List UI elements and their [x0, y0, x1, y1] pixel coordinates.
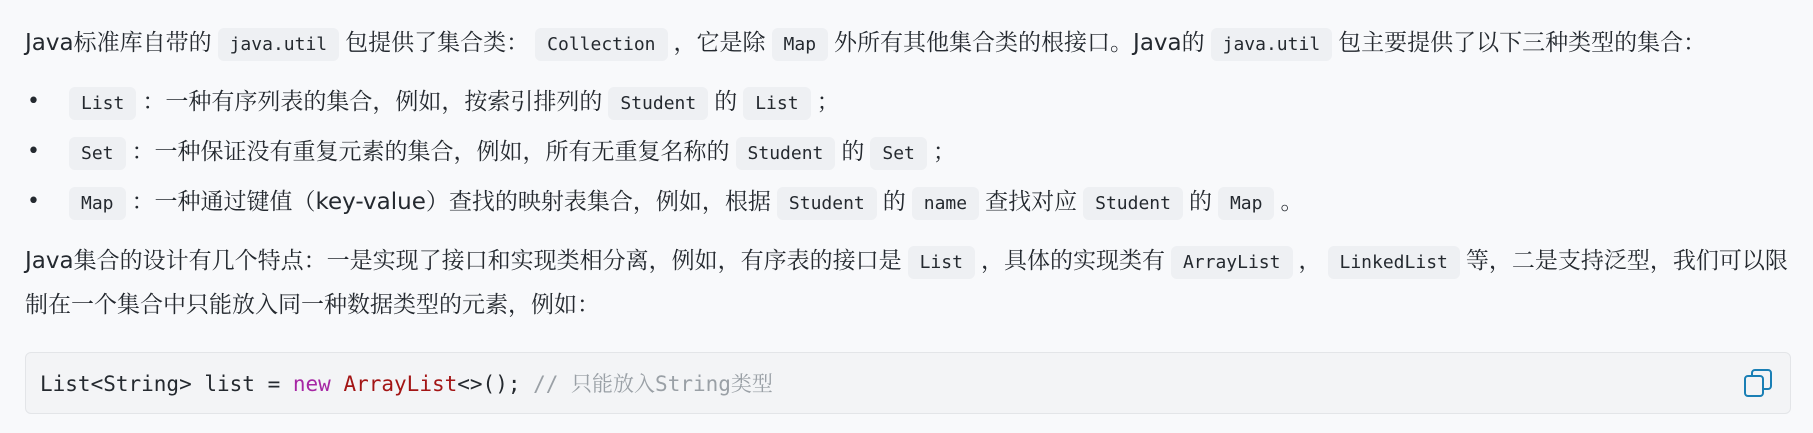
- code-text: <>();: [457, 372, 534, 396]
- text: ，: [1298, 248, 1322, 274]
- bullet: •: [27, 89, 40, 114]
- inline-code: Map: [772, 28, 829, 61]
- collection-type-list: [25, 78, 1788, 228]
- inline-code: List: [743, 87, 810, 120]
- text: Java集合的设计有几个特点：一是实现了接口和实现类相分离，例如，有序表的接口是: [25, 248, 902, 274]
- inline-code: Set: [69, 137, 126, 170]
- text: ：一种通过键值（key-value）查找的映射表集合，例如，根据: [131, 189, 771, 215]
- text: ；: [816, 89, 840, 115]
- intro-paragraph: [25, 18, 1788, 70]
- inline-code: Map: [69, 187, 126, 220]
- text: 的: [882, 189, 906, 215]
- text: ：一种有序列表的集合，例如，按索引排列的: [142, 89, 603, 115]
- code-line: [40, 368, 773, 398]
- inline-code: Student: [736, 137, 836, 170]
- text: ；: [932, 139, 956, 165]
- inline-code: name: [912, 187, 979, 220]
- inline-code: Student: [1083, 187, 1183, 220]
- code-comment: // 只能放入String类型: [533, 372, 773, 396]
- code-keyword: new: [292, 372, 331, 396]
- list-item-list: [25, 78, 1788, 128]
- text: 的: [841, 139, 865, 165]
- code-block[interactable]: [25, 352, 1791, 414]
- copy-button[interactable]: [1742, 367, 1774, 399]
- text: ：一种保证没有重复元素的集合，例如，所有无重复名称的: [131, 139, 730, 165]
- inline-code: Student: [608, 87, 708, 120]
- inline-code: Collection: [535, 28, 667, 61]
- list-item-map: [25, 178, 1788, 228]
- features-paragraph: [25, 240, 1795, 326]
- inline-code: List: [908, 246, 975, 279]
- inline-code: java.util: [218, 28, 340, 61]
- code-text: [331, 372, 344, 396]
- text: 包提供了集合类：: [345, 30, 530, 56]
- text: 的: [714, 89, 738, 115]
- text: 的: [1188, 189, 1212, 215]
- inline-code: java.util: [1211, 28, 1333, 61]
- code-text: List<String> list =: [40, 372, 293, 396]
- inline-code: ArrayList: [1171, 246, 1293, 279]
- copy-icon: [1742, 367, 1774, 399]
- bullet: •: [27, 139, 40, 164]
- inline-code: LinkedList: [1328, 246, 1460, 279]
- bullet: •: [27, 189, 40, 214]
- text: ，具体的实现类有: [980, 248, 1165, 274]
- text: 外所有其他集合类的根接口。Java的: [834, 30, 1205, 56]
- text: Java标准库自带的: [25, 30, 212, 56]
- list-item-set: [25, 128, 1788, 178]
- text: 等，二是支持泛型，我们可以限制在一个集合中只能放入同一种数据类型的元素，例如：: [25, 248, 1788, 318]
- inline-code: Student: [777, 187, 877, 220]
- text: 查找对应: [985, 189, 1078, 215]
- text: 包主要提供了以下三种类型的集合：: [1338, 30, 1707, 56]
- text: 。: [1280, 189, 1304, 215]
- inline-code: List: [69, 87, 136, 120]
- inline-code: Set: [870, 137, 927, 170]
- code-classname: ArrayList: [343, 372, 458, 396]
- text: ，它是除: [673, 30, 766, 56]
- inline-code: Map: [1218, 187, 1275, 220]
